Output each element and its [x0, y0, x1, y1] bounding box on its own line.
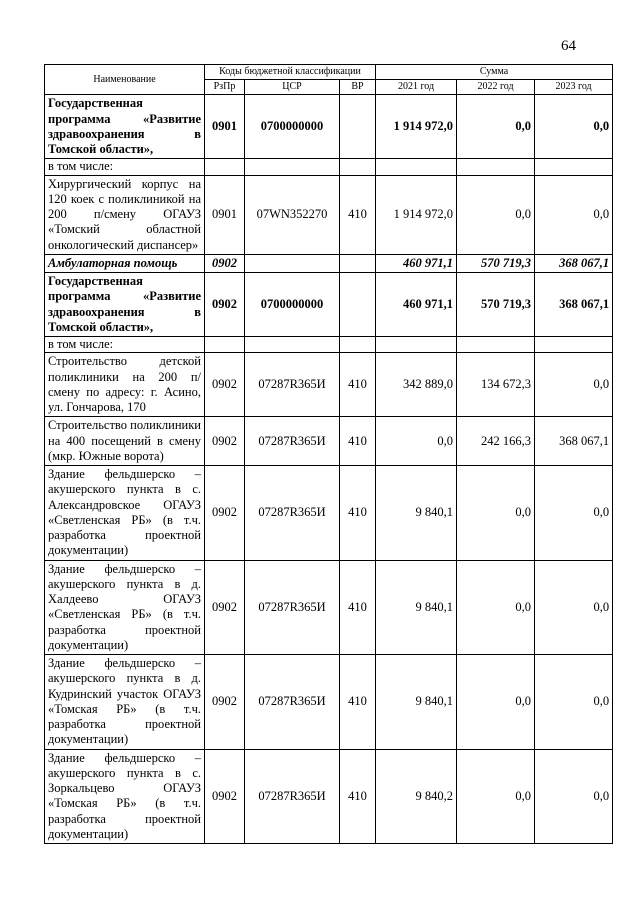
row-rzpr: 0902	[205, 353, 245, 417]
header-vr: ВР	[340, 80, 376, 95]
row-2023: 368 067,1	[535, 273, 613, 337]
row-csr: 07287R365И	[245, 560, 340, 655]
row-csr: 07287R365И	[245, 655, 340, 750]
row-rzpr: 0902	[205, 560, 245, 655]
table-row	[45, 159, 613, 175]
row-2022: 134 672,3	[457, 353, 535, 417]
row-rzpr: 0901	[205, 175, 245, 254]
row-vr: 410	[340, 655, 376, 750]
table-row	[45, 254, 613, 272]
row-csr	[245, 254, 340, 272]
row-vr: 410	[340, 466, 376, 561]
table-row	[45, 273, 613, 337]
row-2022: 570 719,3	[457, 254, 535, 272]
row-2022: 0,0	[457, 466, 535, 561]
row-rzpr: 0902	[205, 417, 245, 466]
header-csr: ЦСР	[245, 80, 340, 95]
row-rzpr: 0902	[205, 655, 245, 750]
table-row	[45, 560, 613, 655]
row-2022: 0,0	[457, 175, 535, 254]
row-2023: 0,0	[535, 175, 613, 254]
row-2022: 0,0	[457, 560, 535, 655]
row-vr	[340, 254, 376, 272]
row-name: Государственная программа «Развитие здравоохранения в Томской области»,	[45, 273, 205, 337]
table-row	[45, 655, 613, 750]
row-rzpr: 0902	[205, 466, 245, 561]
row-2022: 0,0	[457, 749, 535, 844]
header-2021: 2021 год	[376, 80, 457, 95]
table-row	[45, 749, 613, 844]
row-2021: 342 889,0	[376, 353, 457, 417]
row-2021: 9 840,1	[376, 466, 457, 561]
row-2023: 0,0	[535, 353, 613, 417]
row-2021: 0,0	[376, 417, 457, 466]
row-rzpr: 0902	[205, 254, 245, 272]
row-name: Здание фельдшерско – акушерского пункта в д. Кудринский участок ОГАУЗ «Томская РБ» (в т.ч. разработка проектной документации)	[45, 655, 205, 750]
row-csr: 07287R365И	[245, 749, 340, 844]
row-csr: 0700000000	[245, 95, 340, 159]
row-name: Хирургический корпус на 120 коек с поликлиникой на 200 п/смену ОГАУЗ «Томский областной онкологический диспансер»	[45, 175, 205, 254]
row-2023: 0,0	[535, 466, 613, 561]
budget-table	[44, 64, 613, 844]
row-2021: 9 840,1	[376, 560, 457, 655]
header-codes: Коды бюджетной классификации	[205, 65, 376, 80]
row-vr: 410	[340, 175, 376, 254]
header-row-1	[45, 65, 613, 80]
page-number: 64	[561, 38, 576, 54]
row-2021: 9 840,2	[376, 749, 457, 844]
row-2021: 460 971,1	[376, 273, 457, 337]
row-2023: 0,0	[535, 749, 613, 844]
row-2023: 0,0	[535, 560, 613, 655]
table-row	[45, 466, 613, 561]
row-2022: 570 719,3	[457, 273, 535, 337]
row-csr: 07WN352270	[245, 175, 340, 254]
row-name: Строительство детской поликлиники на 200 п/смену по адресу: г. Асино, ул. Гончарова, 170	[45, 353, 205, 417]
row-2023: 0,0	[535, 95, 613, 159]
row-name: в том числе:	[45, 159, 205, 175]
row-name: Строительство поликлиники на 400 посещений в смену (мкр. Южные ворота)	[45, 417, 205, 466]
row-rzpr: 0902	[205, 273, 245, 337]
row-2022: 242 166,3	[457, 417, 535, 466]
row-name: Государственная программа «Развитие здравоохранения в Томской области»,	[45, 95, 205, 159]
row-name: Здание фельдшерско – акушерского пункта в д. Халдеево ОГАУЗ «Светленская РБ» (в т.ч. разработка проектной документации)	[45, 560, 205, 655]
row-rzpr: 0902	[205, 749, 245, 844]
row-name: Здание фельдшерско – акушерского пункта в с. Александровское ОГАУЗ «Светленская РБ» (в т.ч. разработка проектной документации)	[45, 466, 205, 561]
header-name: Наименование	[45, 65, 205, 95]
row-2023: 368 067,1	[535, 417, 613, 466]
row-2023: 368 067,1	[535, 254, 613, 272]
table-row	[45, 417, 613, 466]
header-sum: Сумма	[376, 65, 613, 80]
row-vr	[340, 95, 376, 159]
row-csr: 07287R365И	[245, 466, 340, 561]
row-rzpr: 0901	[205, 95, 245, 159]
table-row	[45, 353, 613, 417]
row-vr: 410	[340, 560, 376, 655]
table-row	[45, 175, 613, 254]
row-2023: 0,0	[535, 655, 613, 750]
table-row	[45, 337, 613, 353]
row-vr: 410	[340, 417, 376, 466]
header-rzpr: РзПр	[205, 80, 245, 95]
row-vr: 410	[340, 353, 376, 417]
row-2021: 460 971,1	[376, 254, 457, 272]
table-row	[45, 95, 613, 159]
row-2021: 1 914 972,0	[376, 95, 457, 159]
row-vr	[340, 273, 376, 337]
row-vr: 410	[340, 749, 376, 844]
row-2021: 1 914 972,0	[376, 175, 457, 254]
row-csr: 07287R365И	[245, 353, 340, 417]
row-2021: 9 840,1	[376, 655, 457, 750]
row-name: в том числе:	[45, 337, 205, 353]
row-name: Здание фельдшерско – акушерского пункта в с. Зоркальцево ОГАУЗ «Томская РБ» (в т.ч. разработка проектной документации)	[45, 749, 205, 844]
row-name: Амбулаторная помощь	[45, 254, 205, 272]
row-csr: 07287R365И	[245, 417, 340, 466]
row-csr: 0700000000	[245, 273, 340, 337]
row-2022: 0,0	[457, 95, 535, 159]
header-2023: 2023 год	[535, 80, 613, 95]
header-2022: 2022 год	[457, 80, 535, 95]
row-2022: 0,0	[457, 655, 535, 750]
